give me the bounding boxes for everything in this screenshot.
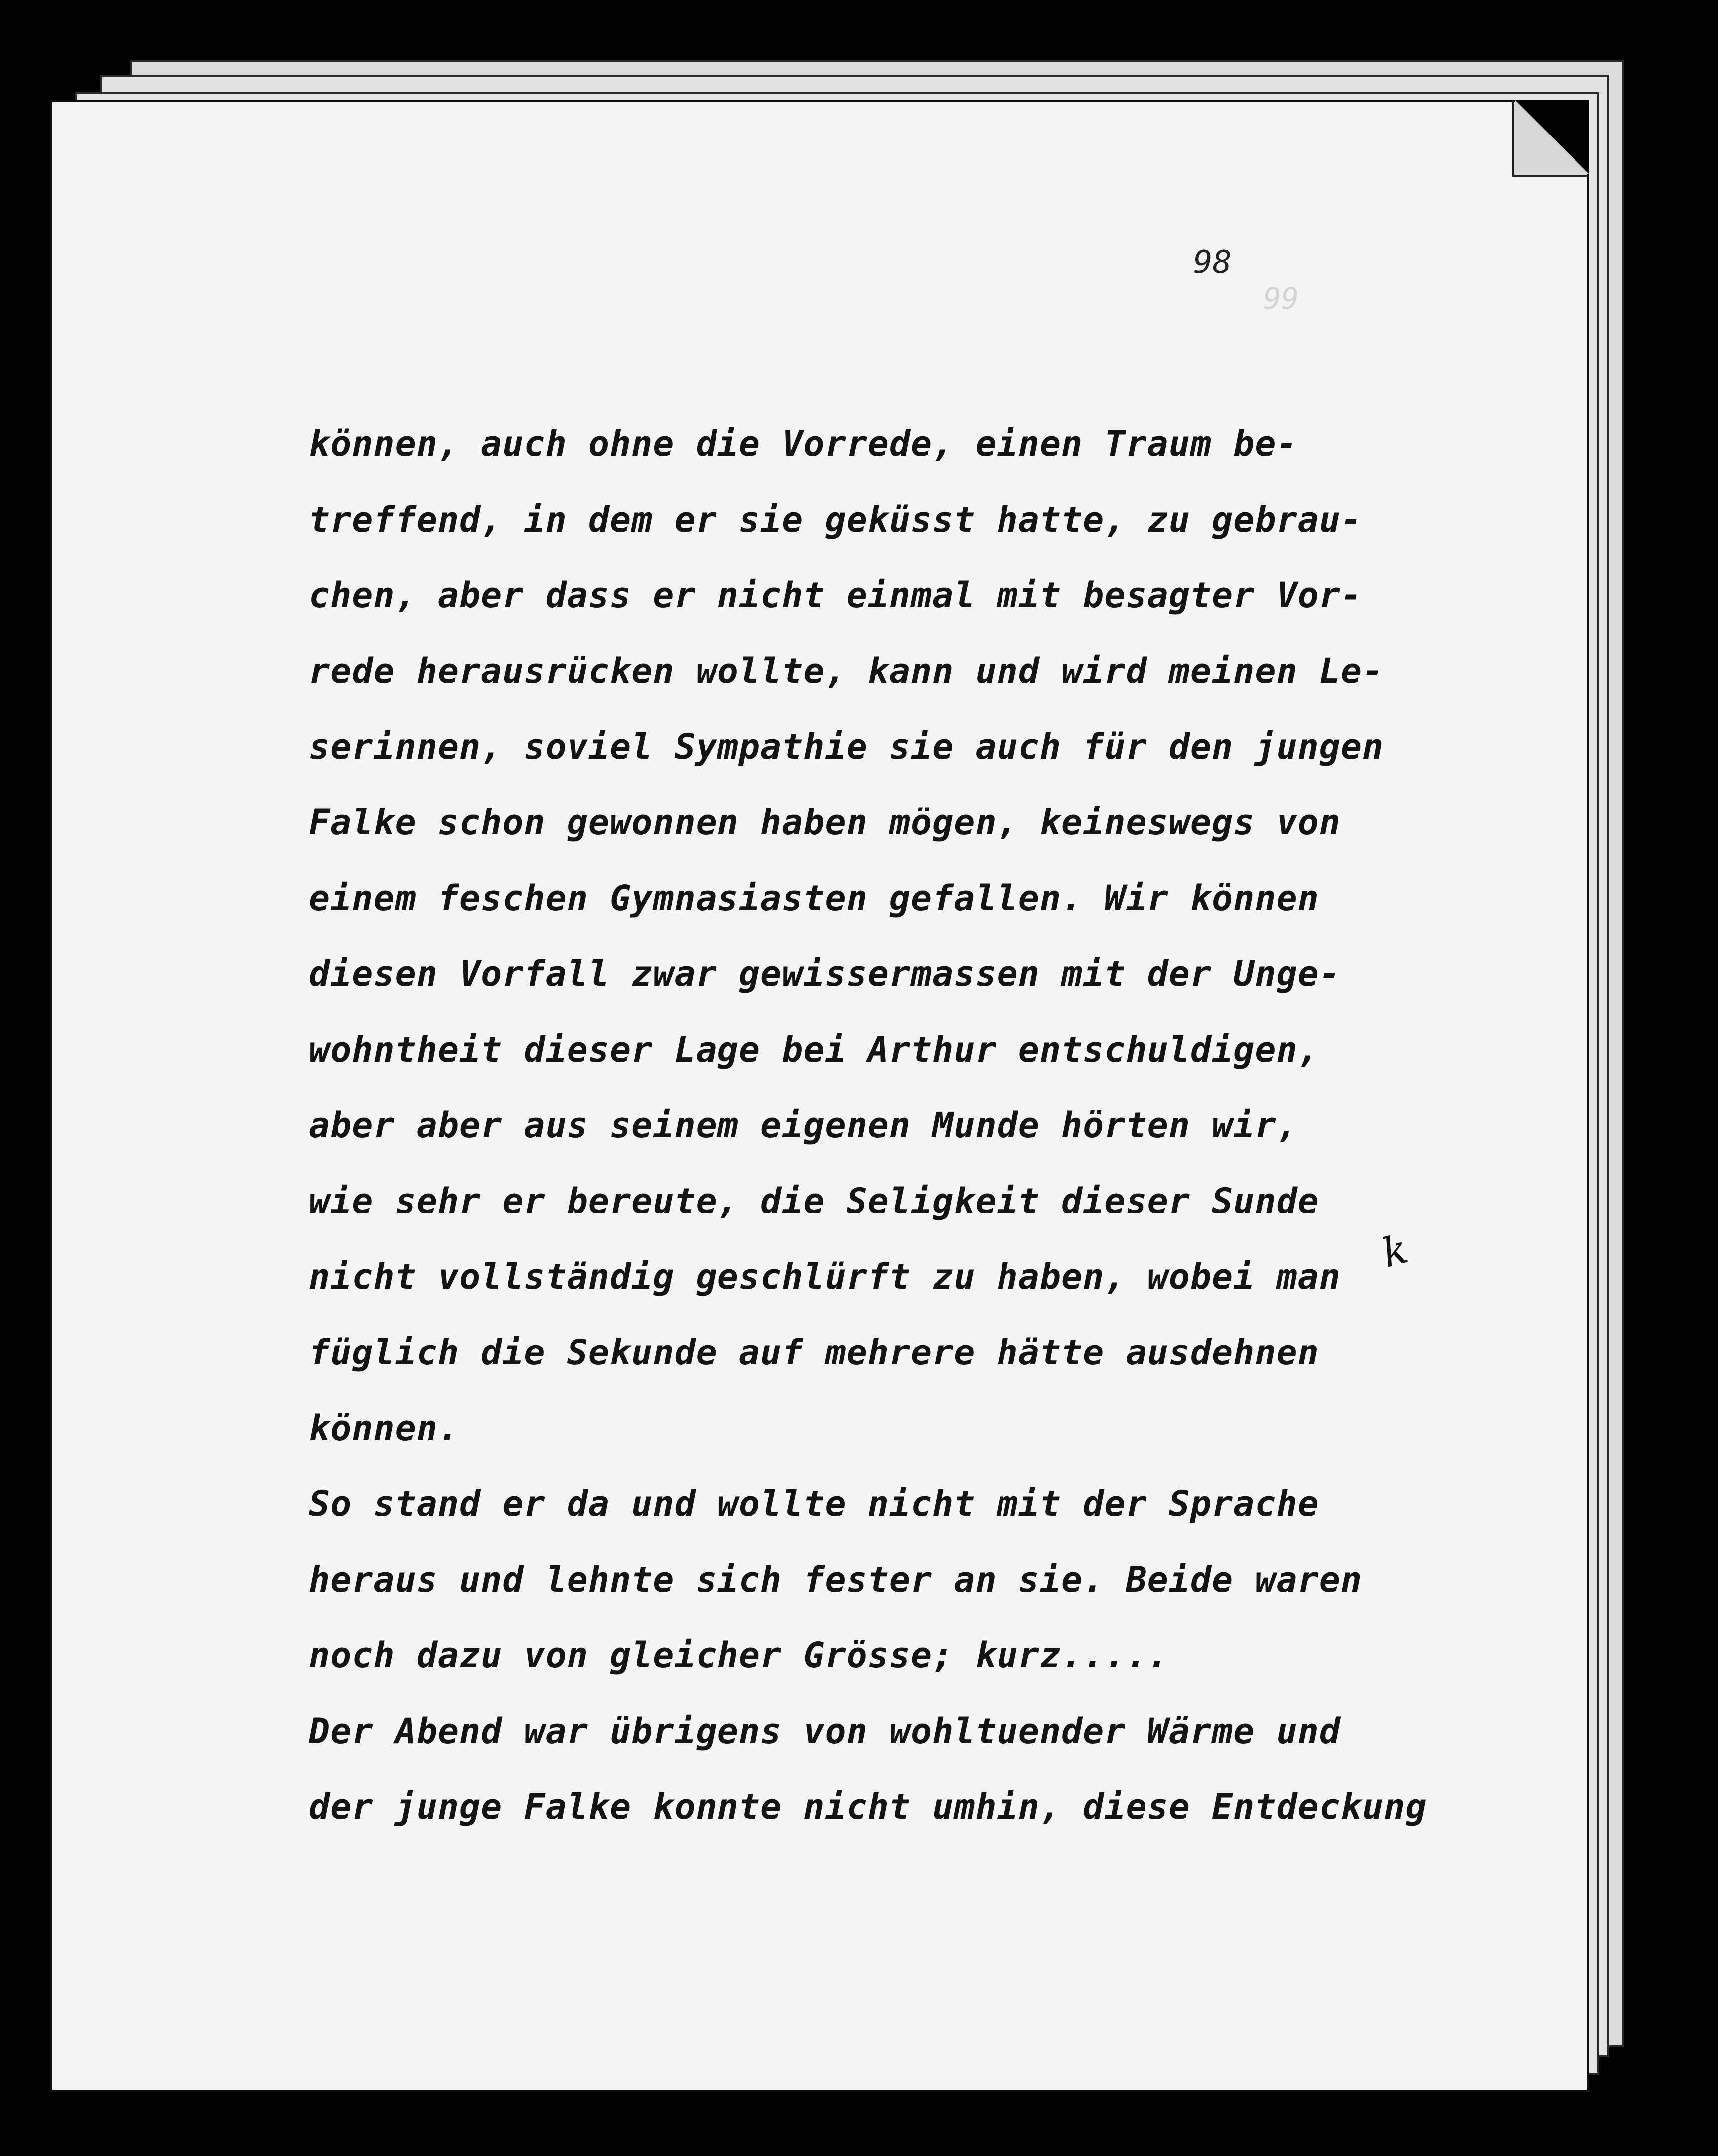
text-line: Falke schon gewonnen haben mögen, keineswegs von [309,802,1341,843]
text-line: können. [309,1408,460,1449]
text-line: wie sehr er bereute, die Seligkeit dieser Sunde [309,1181,1319,1221]
text-line: Der Abend war übrigens von wohltuender Wärme und [309,1711,1341,1752]
document-page [50,100,1589,2092]
text-line: füglich die Sekunde auf mehrere hätte ausdehnen [309,1332,1319,1373]
typewritten-text [309,406,1614,1845]
handwritten-correction: k [1377,1225,1413,1277]
text-line: können, auch ohne die Vorrede, einen Traum be- [309,423,1298,464]
page-number: 98 [1193,244,1232,281]
text-line: treffend, in dem er sie geküsst hatte, zu gebrau- [309,499,1363,540]
text-line: einem feschen Gymnasiasten gefallen. Wir können [309,878,1319,919]
text-line: So stand er da und wollte nicht mit der Sprache [309,1483,1319,1524]
text-line: rede herausrücken wollte, kann und wird meinen Le- [309,651,1384,691]
bleed-through-page-number: 99 [1263,281,1299,316]
text-line: der junge Falke konnte nicht umhin, diese Entdeckung [309,1786,1427,1827]
text-line: wohntheit dieser Lage bei Arthur entschuldigen, [309,1029,1319,1070]
text-line: chen, aber dass er nicht einmal mit besagter Vor- [309,575,1363,616]
text-line: serinnen, soviel Sympathie sie auch für den jungen [309,726,1384,767]
dog-ear-fold [1512,102,1587,177]
text-line: noch dazu von gleicher Grösse; kurz..... [309,1635,1169,1676]
text-line: heraus und lehnte sich fester an sie. Beide waren [309,1559,1363,1600]
text-line: diesen Vorfall zwar gewissermassen mit der Unge- [309,953,1341,994]
text-line: nicht vollständig geschlürft zu haben, wobei man [309,1256,1341,1297]
text-line: aber aber aus seinem eigenen Munde hörten wir, [309,1105,1298,1146]
